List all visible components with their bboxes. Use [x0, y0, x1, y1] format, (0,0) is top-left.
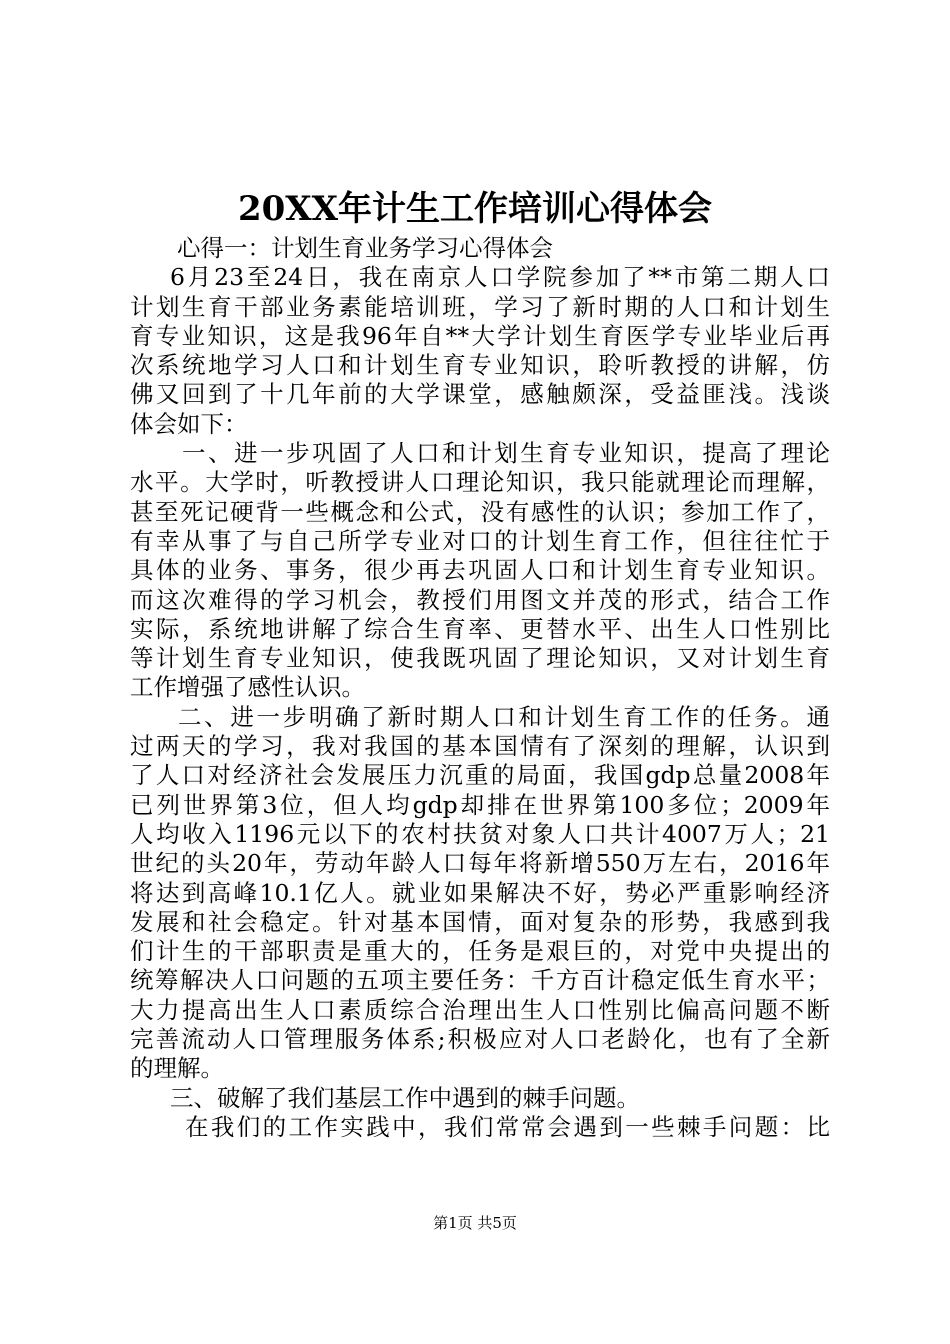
body-line: 甚至死记硬背一些概念和公式，没有感性的认识；参加工作了，: [130, 497, 830, 526]
body-line: 体会如下：: [130, 409, 248, 438]
body-line: 三、破解了我们基层工作中遇到的棘手问题。: [170, 1083, 640, 1112]
body-line: 6月23至24日，我在南京人口学院参加了**市第二期人口: [170, 263, 830, 292]
body-line: 了人口对经济社会发展压力沉重的局面，我国gdp总量2008年: [130, 761, 830, 790]
body-line: 在我们的工作实践中，我们常常会遇到一些棘手问题：比: [185, 1112, 830, 1141]
body-line: 们计生的干部职责是重大的，任务是艰巨的，对党中央提出的: [130, 937, 830, 966]
body-line: 一、进一步巩固了人口和计划生育专业知识，提高了理论: [182, 439, 830, 468]
body-line: 实际，系统地讲解了综合生育率、更替水平、出生人口性别比: [130, 614, 830, 643]
body-line: 次系统地学习人口和计划生育专业知识，聆听教授的讲解，仿: [130, 351, 830, 380]
body-line: 的理解。: [130, 1054, 224, 1083]
body-line: 已列世界第3位，但人均gdp却排在世界第100多位；2009年: [130, 790, 830, 819]
body-line: 将达到高峰10.1亿人。就业如果解决不好，势必严重影响经济: [130, 878, 830, 907]
body-line: 有幸从事了与自己所学专业对口的计划生育工作，但往往忙于: [130, 526, 830, 555]
body-line: 完善流动人口管理服务体系;积极应对人口老龄化，也有了全新: [130, 1025, 830, 1054]
body-line: 佛又回到了十几年前的大学课堂，感触颇深，受益匪浅。浅谈: [130, 380, 830, 409]
body-line: 发展和社会稳定。针对基本国情，面对复杂的形势，我感到我: [130, 907, 830, 936]
document-title: 20XX年计生工作培训心得体会: [237, 189, 713, 229]
body-line: 心得一：计划生育业务学习心得体会: [177, 234, 553, 262]
page-footer: 第1页 共5页: [433, 1214, 517, 1232]
body-line: 人均收入1196元以下的农村扶贫对象人口共计4007万人；21: [130, 819, 830, 848]
body-line: 世纪的头20年，劳动年龄人口每年将新增550万左右，2016年: [130, 849, 830, 878]
body-line: 育专业知识，这是我96年自**大学计划生育医学专业毕业后再: [130, 321, 830, 350]
body-line: 大力提高出生人口素质综合治理出生人口性别比偏高问题不断: [130, 995, 830, 1024]
body-line: 而这次难得的学习机会，教授们用图文并茂的形式，结合工作: [130, 585, 830, 614]
body-line: 工作增强了感性认识。: [130, 673, 365, 702]
document-body: [130, 234, 830, 1142]
body-line: 统筹解决人口问题的五项主要任务：千方百计稳定低生育水平；: [130, 966, 830, 995]
body-line: 等计划生育专业知识，使我既巩固了理论知识，又对计划生育: [130, 644, 830, 673]
body-line: 计划生育干部业务素能培训班，学习了新时期的人口和计划生: [130, 292, 830, 321]
body-line: 二、进一步明确了新时期人口和计划生育工作的任务。通: [178, 702, 830, 731]
body-line: 具体的业务、事务，很少再去巩固人口和计划生育专业知识。: [130, 556, 830, 585]
body-line: 过两天的学习，我对我国的基本国情有了深刻的理解，认识到: [130, 732, 830, 761]
body-line: 水平。大学时，听教授讲人口理论知识，我只能就理论而理解，: [130, 468, 830, 497]
